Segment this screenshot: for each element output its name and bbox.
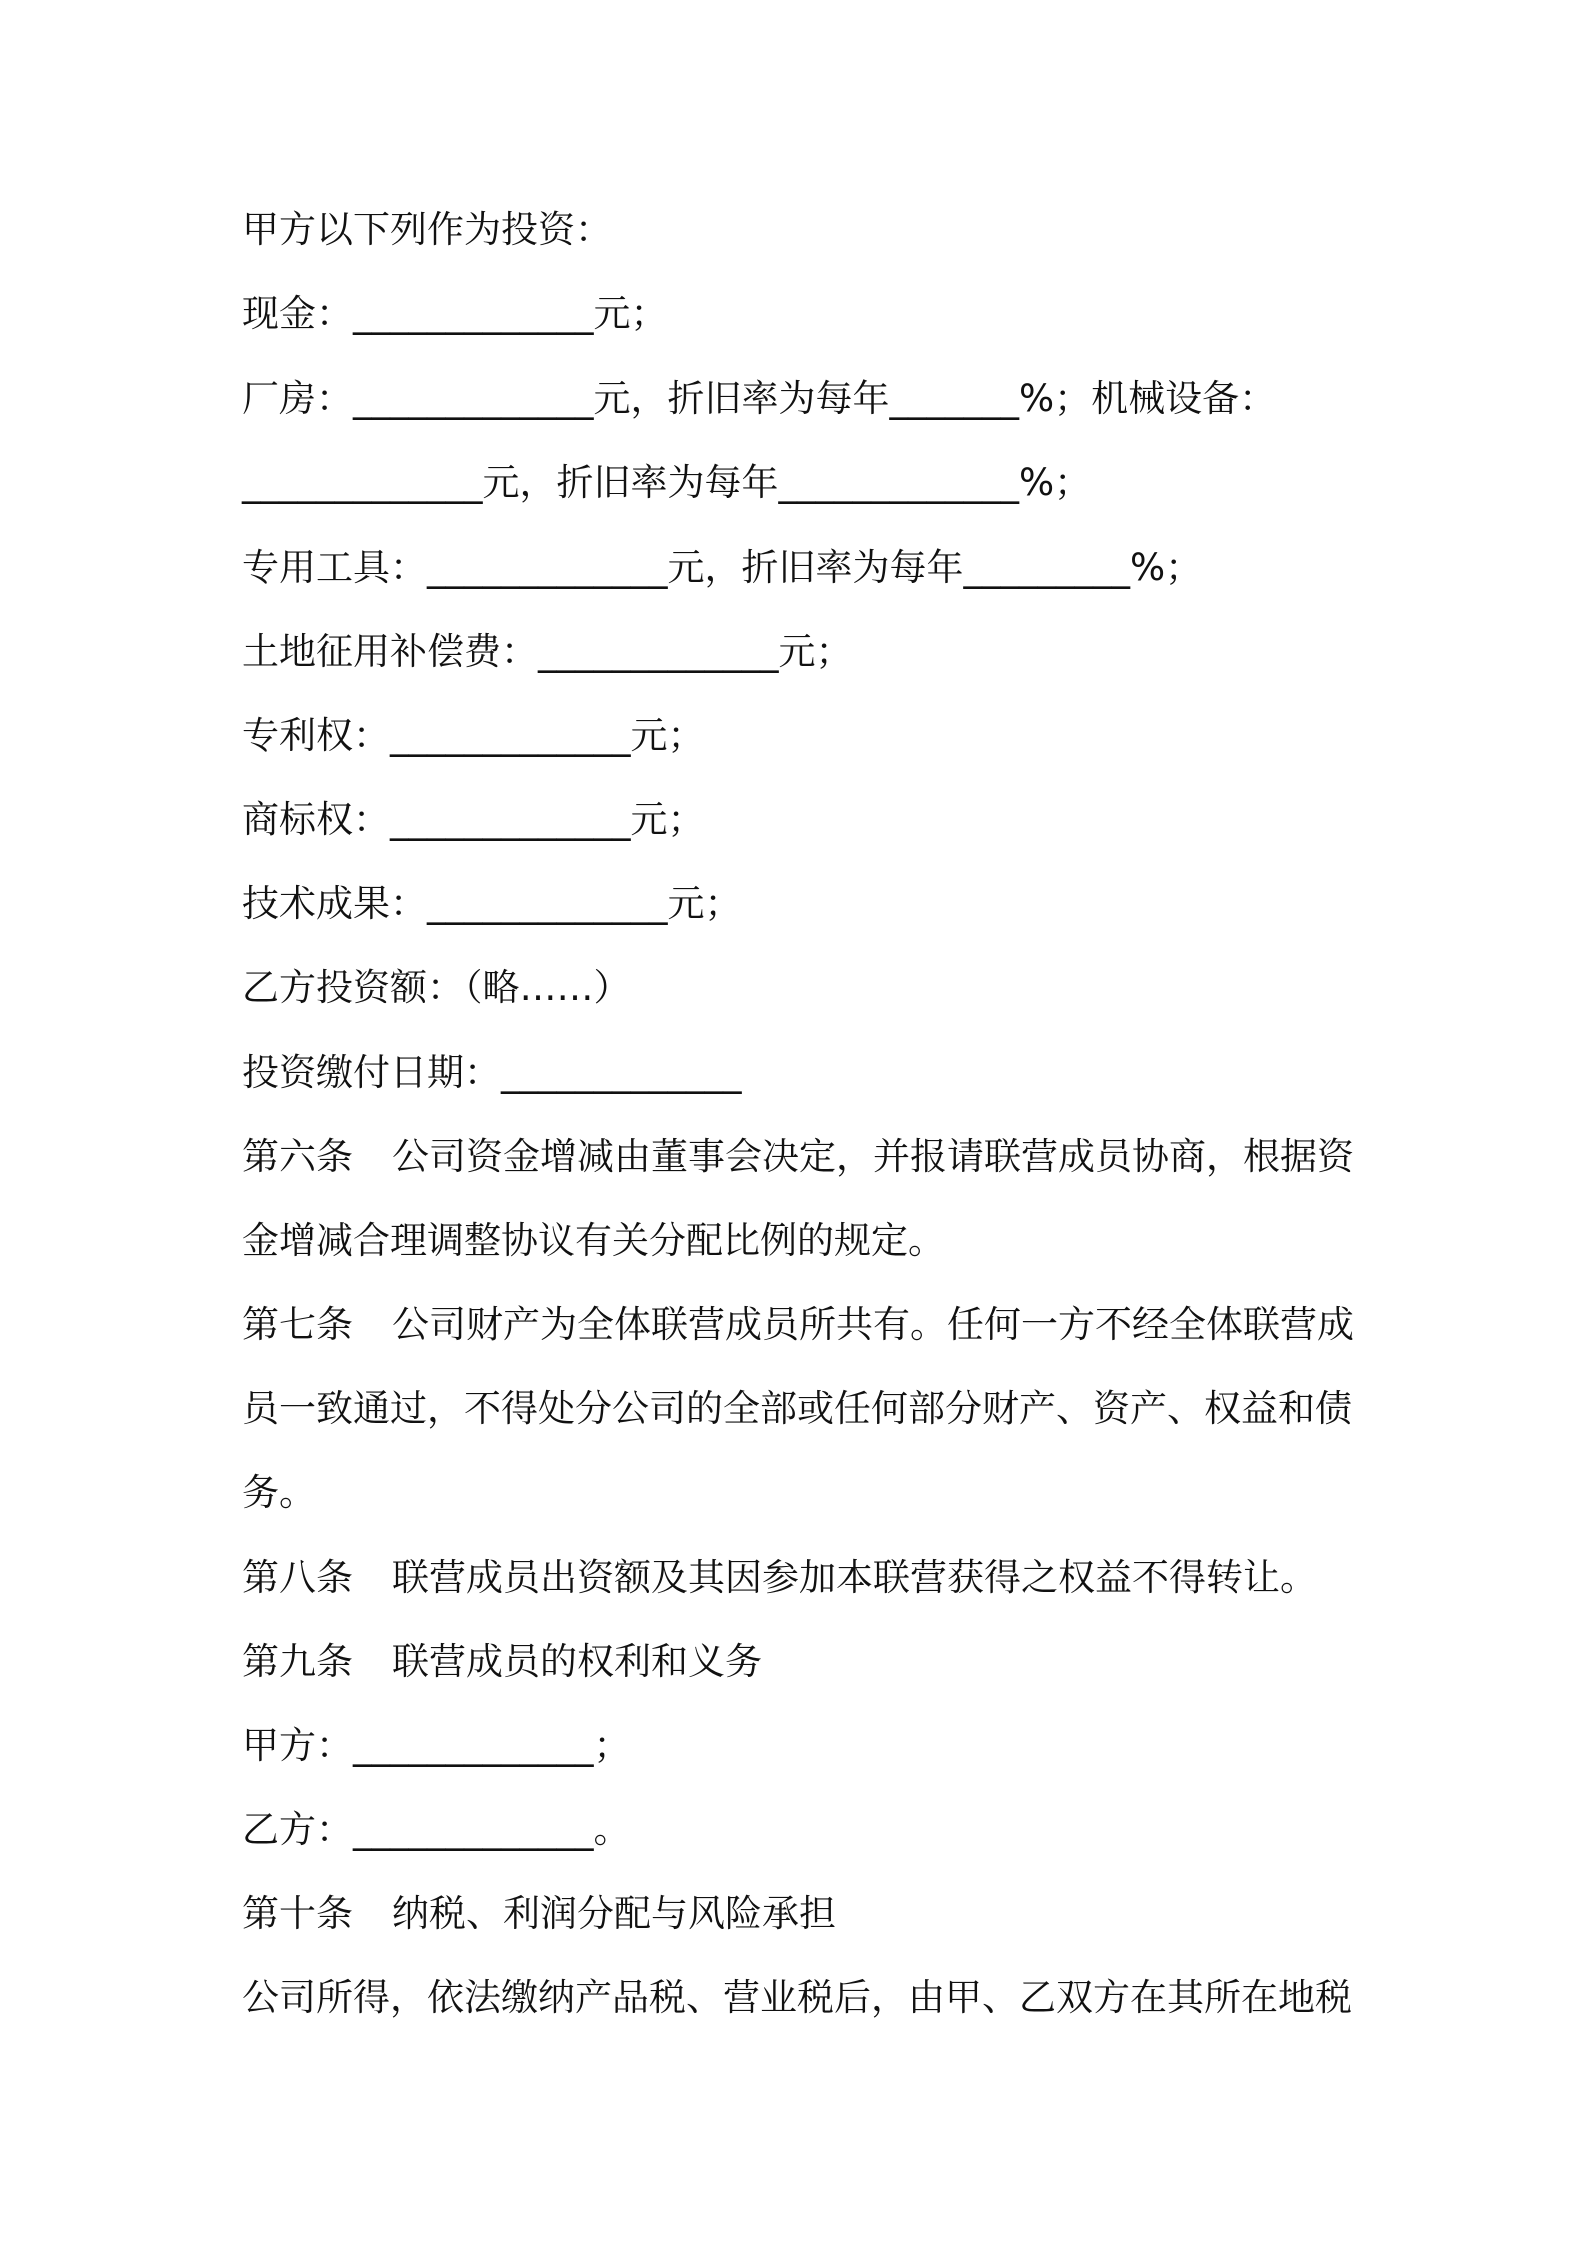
article-8 <box>242 1555 1362 1601</box>
article-7-text: 公司财产为全体联营成员所共有。任何一方不经全体联营成 <box>392 1303 1354 1346</box>
party-b-investment-line: 乙方投资额：（略……） <box>242 966 631 1009</box>
article-6-continued: 金增减合理调整协议有关分配比例的规定。 <box>242 1219 945 1262</box>
cash-line: 现金：_____________元； <box>242 292 668 335</box>
patent-line: 专利权：_____________元； <box>242 714 705 757</box>
party-a-line: 甲方：_____________； <box>242 1724 631 1767</box>
party-b-line: 乙方：_____________。 <box>242 1808 631 1851</box>
article-8-number: 第八条 <box>242 1556 353 1599</box>
article-10 <box>242 1891 1362 1937</box>
article-8-text: 联营成员出资额及其因参加本联营获得之权益不得转让。 <box>392 1556 1317 1599</box>
article-6 <box>242 1134 1362 1180</box>
article-10-number: 第十条 <box>242 1892 353 1935</box>
article-7-continued: 员一致通过，不得处分公司的全部或任何部分财产、资产、权益和债 <box>242 1387 1352 1430</box>
article-9 <box>242 1639 1362 1685</box>
land-compensation-line: 土地征用补偿费：_____________元； <box>242 630 853 673</box>
article-7 <box>242 1302 1362 1348</box>
article-6-number: 第六条 <box>242 1135 353 1178</box>
article-6-text: 公司资金增减由董事会决定，并报请联营成员协商，根据资 <box>392 1135 1354 1178</box>
investment-intro: 甲方以下列作为投资： <box>242 208 612 251</box>
tools-line: 专用工具：_____________元，折旧率为每年_________%； <box>242 546 1203 589</box>
tech-results-line: 技术成果：_____________元； <box>242 882 742 925</box>
article-10-body: 公司所得，依法缴纳产品税、营业税后，由甲、乙双方在其所在地税 <box>242 1976 1352 2019</box>
article-10-text: 纳税、利润分配与风险承担 <box>392 1892 836 1935</box>
payment-date-line: 投资缴付日期：_____________ <box>242 1051 742 1094</box>
factory-line: 厂房：_____________元，折旧率为每年_______%；机械设备： <box>242 377 1277 420</box>
article-7-number: 第七条 <box>242 1303 353 1346</box>
machinery-line: _____________元，折旧率为每年_____________%； <box>242 461 1092 504</box>
trademark-line: 商标权：_____________元； <box>242 798 705 841</box>
article-9-text: 联营成员的权利和义务 <box>392 1640 762 1683</box>
article-9-number: 第九条 <box>242 1640 353 1683</box>
article-7-end: 务。 <box>242 1471 316 1514</box>
